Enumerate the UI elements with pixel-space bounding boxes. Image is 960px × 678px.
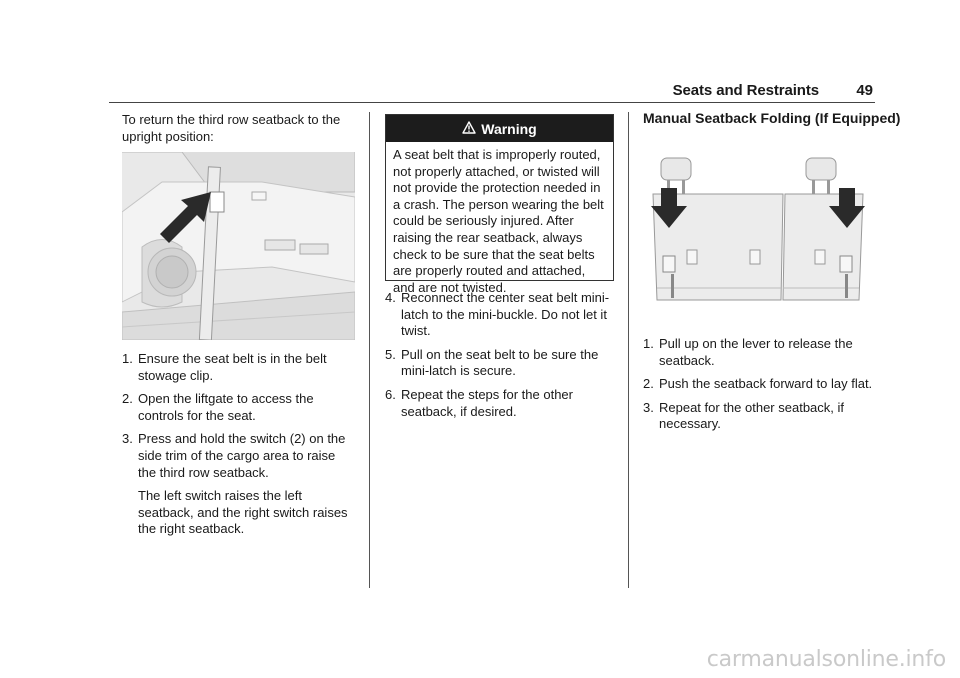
column-divider [369,112,370,588]
section-title: Seats and Restraints [672,82,819,99]
step-item: 1. Pull up on the lever to release the seatback. [643,336,853,368]
cargo-switch-illustration [122,152,355,340]
step-item: 3. Repeat for the other seatback, if necessary. [643,399,844,432]
intro-text-block [122,112,354,145]
step-item: 2. Open the liftgate to access the controls for the seat. [122,391,314,423]
warning-text: A seat belt that is improperly routed, not properly attached, or twisted will not provide the protection needed in a crash. The person wearing the belt could be seriously injured. After raising the rear seatback, always check to be sure that the seat belts are properly routed and attached, and are not twisted. [393,147,604,295]
watermark: carmanualsonline.info [706,647,946,672]
header-rule [109,102,875,103]
step-list [385,290,615,420]
step-list [643,336,875,433]
step-item: 3. Press and hold the switch (2) on the side trim of the cargo area to raise the third row seatback. The left switch raises the left seatback, and the right switch raises the right seatback. [122,431,356,538]
seatback-drawing [643,148,875,310]
step-item: 5. Pull on the seat belt to be sure the mini-latch is secure. [385,346,599,379]
page-number: 49 [856,82,873,99]
step-item: 4. Reconnect the center seat belt mini-latch to the mini-buckle. Do not let it twist. [385,290,610,339]
step-list [122,351,356,538]
warning-box [385,114,614,295]
seatback-lever-illustration [643,148,875,310]
warning-triangle-icon [462,121,476,137]
warning-header [386,115,613,142]
column-divider [628,112,629,588]
folding-steps [643,336,875,440]
steps-4-6 [385,290,615,427]
warning-title: Warning [481,120,537,137]
step-item: 1. Ensure the seat belt is in the belt stowage clip. [122,351,327,383]
intro-paragraph: To return the third row seatback to the upright position: [122,112,341,144]
step-item: 2. Push the seatback forward to lay flat. [643,376,873,392]
page-header [109,80,875,102]
section-heading: Manual Seatback Folding (If Equipped) [643,110,901,126]
cargo-area-drawing [122,152,355,340]
step-note: The left switch raises the left seatback, and the right switch raises the right seatback. [138,488,348,537]
steps-1-3 [122,351,356,545]
step-item: 6. Repeat the steps for the other seatback, if desired. [385,386,573,419]
